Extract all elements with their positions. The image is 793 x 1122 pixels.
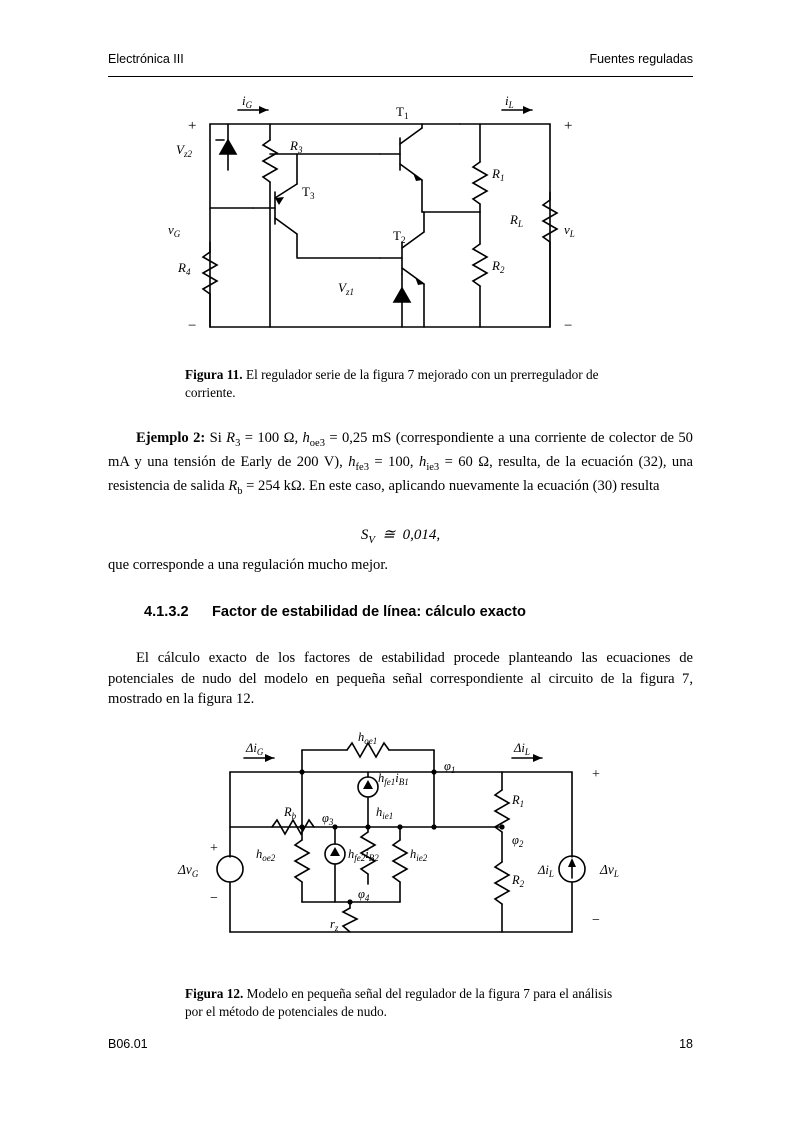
fig12-label-phi2: $\varphi_2$	[512, 833, 524, 849]
figure-12-svg	[172, 732, 642, 962]
example-2-label: Ejemplo 2:	[136, 430, 206, 446]
figure-11-caption-label: Figura 11.	[185, 367, 243, 382]
fig12-label-phi3: $\varphi_3$	[322, 811, 334, 827]
fig11-label-r1: $R_1$	[492, 166, 505, 183]
figure-11-svg	[150, 92, 650, 352]
example-2-paragraph: Ejemplo 2: Si $R_3 = 100$ Ω, $h_{oe3} = 0,25$ mS (correspondiente a una corriente de colector de 50 mA y una tensión de Early de 200 V), $h_{fe3} = 100$, $h_{ie3} = 60$ Ω, resulta, de la ecuación (32), una resistencia de salida $R_b = 254$ kΩ. En este caso, aplicando nuevamente la ecuación (30) resulta	[108, 430, 694, 497]
fig12-plus-right: +	[592, 767, 600, 782]
fig11-label-r2: $R_2$	[492, 258, 505, 275]
section-paragraph-text: El cálculo exacto de los factores de estabilidad procede planteando las ecuaciones de potenciales de nudo del modelo en pequeña señal correspondiente al circuito de la figura 7, mostrado en la figura 12.	[108, 650, 693, 708]
figure-12-caption-text: Modelo en pequeña señal del regulador de la figura 7 para el análisis por el método de potenciales de nudo.	[185, 986, 613, 1020]
formula-sv: $S_V$ ≅ 0,014,	[360, 527, 441, 546]
fig12-label-r2: $R_2$	[512, 873, 525, 889]
fig12-label-phi4: $\varphi_4$	[358, 887, 370, 903]
fig11-label-rl: $R_L$	[510, 212, 523, 229]
fig12-label-hie2: $h_{ie2}$	[410, 847, 428, 863]
fig12-label-hoe2: $h_{oe2}$	[256, 847, 276, 863]
section-number: 4.1.3.2	[144, 604, 189, 620]
fig11-label-vz1: $V_{z1}$	[338, 280, 354, 297]
figure-11-circuit	[150, 92, 650, 352]
fig12-label-hie1: $h_{ie1}$	[376, 805, 394, 821]
page-footer	[108, 1037, 693, 1051]
figure-12-caption	[185, 985, 615, 1022]
fig11-minus-right: −	[564, 318, 573, 334]
footer-page-number: 18	[679, 1037, 693, 1051]
fig12-label-r1: $R_1$	[512, 793, 525, 809]
fig12-label-dig: $\Delta i_G$	[246, 741, 264, 757]
fig11-label-t1: $T_1$	[396, 104, 409, 121]
fig12-label-dvl: $\Delta v_L$	[600, 862, 619, 879]
fig11-label-r3: $R_3$	[290, 138, 303, 155]
fig12-label-phi1: $\varphi_1$	[444, 759, 456, 775]
figure-12-caption-label: Figura 12.	[185, 986, 244, 1001]
section-title: Factor de estabilidad de línea: cálculo exacto	[212, 604, 526, 620]
fig11-label-vl: $v_L$	[564, 222, 575, 239]
fig11-label-r4: $R_4$	[178, 260, 191, 277]
header-left: Electrónica III	[108, 52, 184, 66]
fig11-label-t3: $T_3$	[302, 184, 315, 201]
fig11-minus-left: −	[188, 318, 197, 334]
header-right: Fuentes reguladas	[589, 52, 693, 66]
fig12-label-hfe2: $h_{fe2}i_{B2}$	[348, 847, 379, 863]
fig12-label-hoe1: $h_{oe1}$	[358, 732, 378, 746]
fig12-plus: +	[210, 841, 218, 856]
fig12-label-dil: $\Delta i_L$	[514, 741, 530, 757]
fig12-label-rb: $R_b$	[284, 805, 297, 821]
figure-12-circuit	[172, 732, 642, 962]
example-2-after	[108, 555, 693, 576]
fig11-plus-left: +	[188, 118, 197, 134]
figure-11-caption-text: El regulador serie de la figura 7 mejorado con un prerregulador de corriente.	[185, 367, 599, 401]
fig12-label-dvg: $\Delta v_G$	[178, 862, 199, 879]
fig12-minus-right: −	[592, 913, 600, 928]
fig12-minus: −	[210, 891, 218, 906]
figure-11-caption	[185, 366, 615, 403]
header-rule	[108, 76, 693, 77]
fig11-plus-right: +	[564, 118, 573, 134]
section-heading	[144, 604, 704, 620]
page-header	[108, 52, 693, 66]
fig11-label-il: $i_L$	[505, 93, 514, 110]
section-paragraph	[108, 648, 693, 710]
example-2-after-text: que corresponde a una regulación mucho mejor.	[108, 557, 389, 573]
fig12-label-hfe1: $h_{fe1}i_{B1}$	[378, 771, 409, 787]
footer-doc-code: B06.01	[108, 1037, 148, 1051]
fig11-label-vg: $v_G$	[168, 222, 181, 239]
fig11-label-ig: $i_G$	[242, 93, 253, 110]
fig11-label-vz2: $V_{z2}$	[176, 142, 192, 159]
fig12-label-rz: $r_z$	[330, 917, 339, 933]
fig12-label-dil-src: $\Delta i_L$	[538, 863, 554, 879]
fig11-label-t2: $T_2$	[393, 228, 406, 245]
